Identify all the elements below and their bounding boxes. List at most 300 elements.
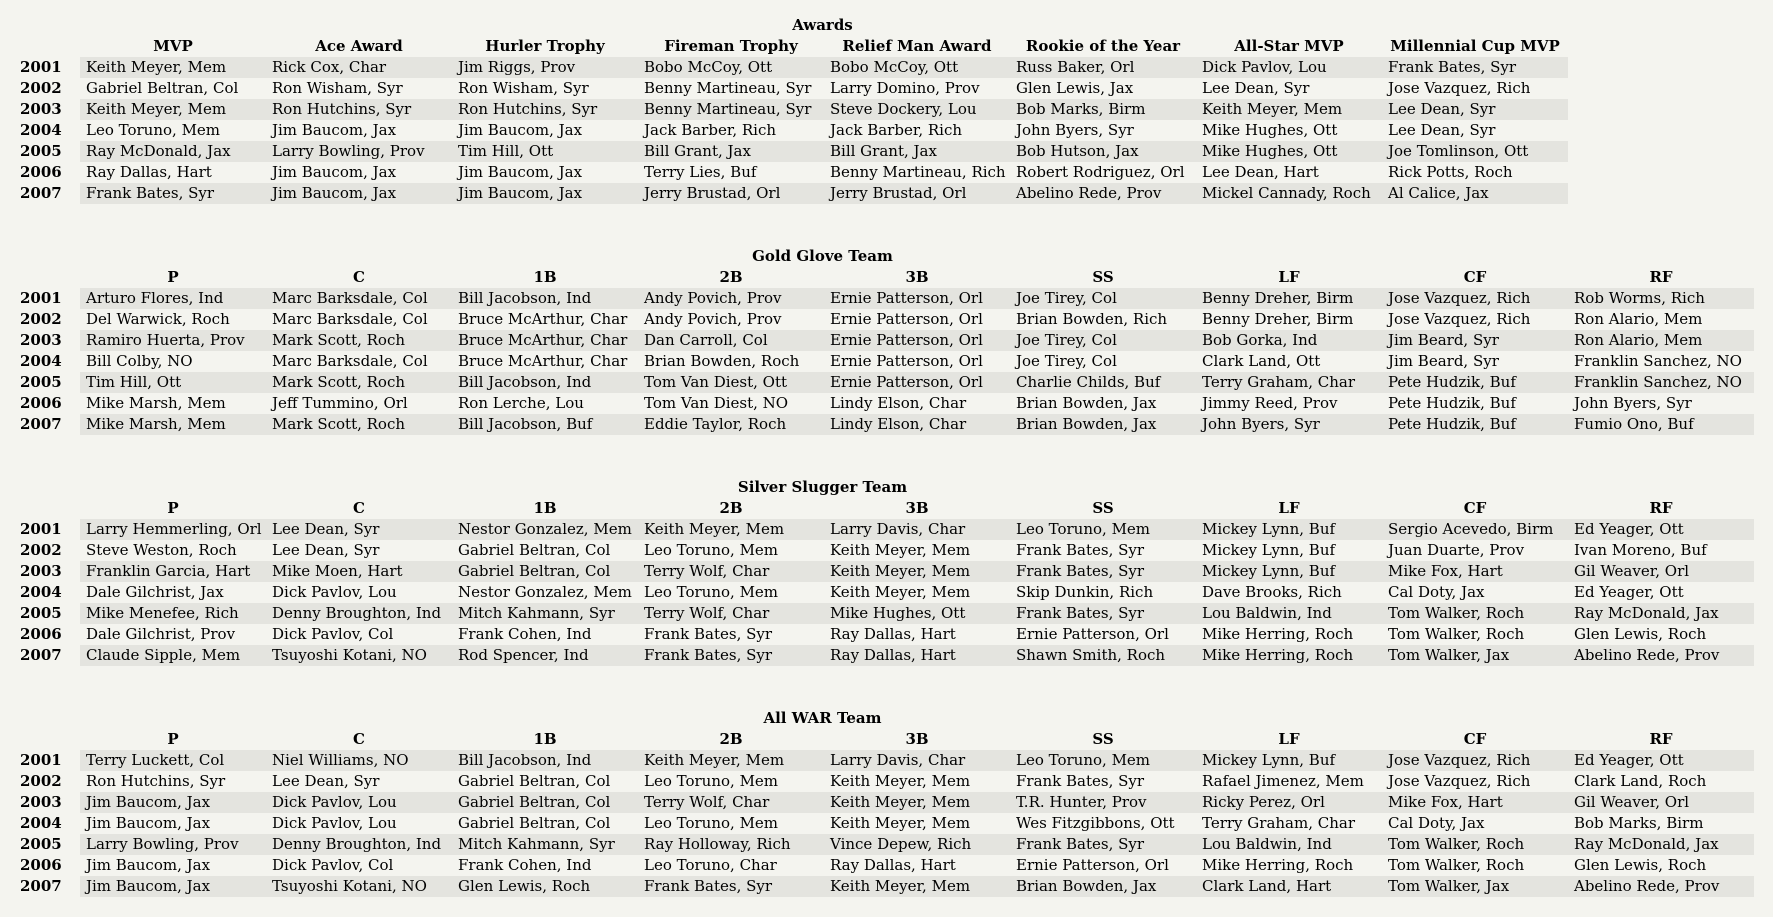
- table-cell: Mickey Lynn, Buf: [1196, 750, 1382, 771]
- table-cell: Mike Marsh, Mem: [86, 394, 226, 412]
- table-cell: Cal Doty, Jax: [1388, 583, 1485, 601]
- table-cell: Bob Gorka, Ind: [1196, 330, 1382, 351]
- column-header: RF: [1649, 499, 1673, 517]
- table-cell: Jim Baucom, Jax: [272, 121, 397, 139]
- table-cell: Brian Bowden, Rich: [1016, 310, 1168, 328]
- table-cell: Jose Vazquez, Rich: [1388, 772, 1531, 790]
- table-cell: Leo Toruno, Mem: [1010, 519, 1196, 540]
- column-header: CF: [1463, 268, 1487, 286]
- table-cell: Keith Meyer, Mem: [830, 541, 971, 559]
- table-cell: Abelino Rede, Prov: [1010, 183, 1196, 204]
- table-cell: Ray Dallas, Hart: [86, 163, 212, 181]
- table-cell: Franklin Sanchez, NO: [1574, 352, 1742, 370]
- table-cell: Leo Toruno, Mem: [644, 541, 779, 559]
- table-cell: Keith Meyer, Mem: [1196, 99, 1382, 120]
- table-cell: Arturo Flores, Ind: [80, 288, 266, 309]
- table-cell: Jose Vazquez, Rich: [1388, 310, 1531, 328]
- table-cell: Jimmy Reed, Prov: [1202, 394, 1338, 412]
- table-row: [0, 351, 1773, 372]
- table-cell: Glen Lewis, Jax: [1016, 79, 1134, 97]
- table-cell: Keith Meyer, Mem: [824, 876, 1010, 897]
- year-label: 2002: [20, 310, 62, 328]
- table-cell: Mike Hughes, Ott: [1196, 141, 1382, 162]
- table-cell: Bruce McArthur, Char: [458, 310, 628, 328]
- table-cell: Jeff Tummino, Orl: [272, 394, 408, 412]
- table-cell: Frank Cohen, Ind: [458, 856, 592, 874]
- table-cell: Jim Baucom, Jax: [86, 814, 211, 832]
- table-cell: Bill Jacobson, Buf: [452, 414, 638, 435]
- table-row: [0, 561, 1773, 582]
- table-cell: Marc Barksdale, Col: [272, 310, 428, 328]
- table-cell: Ernie Patterson, Orl: [824, 372, 1010, 393]
- table-cell: Keith Meyer, Mem: [830, 583, 971, 601]
- table-cell: Jose Vazquez, Rich: [1382, 750, 1568, 771]
- table-cell: Glen Lewis, Roch: [1574, 856, 1707, 874]
- table-cell: Larry Bowling, Prov: [80, 834, 266, 855]
- table-cell: Bill Grant, Jax: [824, 141, 1010, 162]
- table-cell: Pete Hudzik, Buf: [1382, 372, 1568, 393]
- table-row: [0, 624, 1773, 645]
- table-row: [0, 99, 1773, 120]
- table-cell: Bobo McCoy, Ott: [638, 57, 824, 78]
- table-cell: Cal Doty, Jax: [1388, 814, 1485, 832]
- table-cell: Rick Cox, Char: [266, 57, 452, 78]
- table-row: [0, 288, 1773, 309]
- table-cell: Brian Bowden, Jax: [1010, 876, 1196, 897]
- table-cell: Jose Vazquez, Rich: [1382, 288, 1568, 309]
- table-cell: Joe Tirey, Col: [1016, 352, 1117, 370]
- table-row: [0, 414, 1773, 435]
- table-cell: Bob Marks, Birm: [1574, 814, 1704, 832]
- table-row: [0, 309, 1773, 330]
- table-cell: Russ Baker, Orl: [1010, 57, 1196, 78]
- table-cell: Terry Wolf, Char: [638, 603, 824, 624]
- column-header: All-Star MVP: [1234, 37, 1344, 55]
- table-cell: Ron Wisham, Syr: [272, 79, 403, 97]
- table-cell: Frank Bates, Syr: [1016, 772, 1145, 790]
- table-cell: Leo Toruno, Mem: [644, 583, 779, 601]
- table-row: [0, 834, 1773, 855]
- column-header: P: [167, 730, 179, 748]
- table-cell: Larry Davis, Char: [824, 519, 1010, 540]
- table-cell: Gabriel Beltran, Col: [458, 772, 611, 790]
- year-label: 2006: [20, 856, 62, 874]
- table-cell: Leo Toruno, Mem: [644, 772, 779, 790]
- section-title: All WAR Team: [763, 709, 882, 727]
- column-header: SS: [1092, 499, 1114, 517]
- year-label: 2007: [20, 415, 62, 433]
- table-cell: Tim Hill, Ott: [80, 372, 266, 393]
- table-cell: Ron Hutchins, Syr: [452, 99, 638, 120]
- year-label: 2001: [20, 289, 62, 307]
- table-cell: Joe Tirey, Col: [1010, 288, 1196, 309]
- table-cell: Ricky Perez, Orl: [1196, 792, 1382, 813]
- table-cell: Jim Baucom, Jax: [266, 183, 452, 204]
- column-header: 2B: [719, 499, 743, 517]
- table-cell: Keith Meyer, Mem: [80, 57, 266, 78]
- table-cell: Andy Povich, Prov: [644, 310, 782, 328]
- table-row: [0, 603, 1773, 624]
- table-cell: Frank Bates, Syr: [644, 625, 773, 643]
- section-gold-glove-team: [0, 246, 1773, 435]
- table-cell: Marc Barksdale, Col: [266, 288, 452, 309]
- table-cell: Mike Fox, Hart: [1382, 792, 1568, 813]
- year-label: 2002: [20, 79, 62, 97]
- table-row: [0, 582, 1773, 603]
- table-cell: Skip Dunkin, Rich: [1016, 583, 1154, 601]
- section-title: Awards: [792, 16, 853, 34]
- table-row: [0, 519, 1773, 540]
- table-cell: Charlie Childs, Buf: [1010, 372, 1196, 393]
- table-cell: John Byers, Syr: [1574, 394, 1692, 412]
- table-cell: Joe Tomlinson, Ott: [1382, 141, 1568, 162]
- table-cell: Frank Cohen, Ind: [458, 625, 592, 643]
- table-cell: Mark Scott, Roch: [266, 372, 452, 393]
- table-cell: Ernie Patterson, Orl: [824, 330, 1010, 351]
- column-header: RF: [1649, 268, 1673, 286]
- table-cell: Lee Dean, Hart: [1202, 163, 1319, 181]
- table-cell: Lindy Elson, Char: [830, 394, 967, 412]
- year-label: 2001: [20, 520, 62, 538]
- table-cell: Denny Broughton, Ind: [266, 603, 452, 624]
- table-row: [0, 876, 1773, 897]
- table-cell: Frank Bates, Syr: [1016, 541, 1145, 559]
- table-cell: T.R. Hunter, Prov: [1010, 792, 1196, 813]
- table-cell: Al Calice, Jax: [1382, 183, 1568, 204]
- table-cell: Leo Toruno, Mem: [1010, 750, 1196, 771]
- table-cell: Jack Barber, Rich: [644, 121, 777, 139]
- year-label: 2006: [20, 625, 62, 643]
- table-cell: Tim Hill, Ott: [452, 141, 638, 162]
- year-label: 2006: [20, 163, 62, 181]
- table-cell: Nestor Gonzalez, Mem: [458, 583, 632, 601]
- column-header: C: [353, 730, 365, 748]
- table-cell: Gabriel Beltran, Col: [458, 541, 611, 559]
- table-cell: Denny Broughton, Ind: [266, 834, 452, 855]
- year-label: 2007: [20, 646, 62, 664]
- table-cell: Gil Weaver, Orl: [1568, 561, 1754, 582]
- table-cell: John Byers, Syr: [1016, 121, 1134, 139]
- table-cell: Robert Rodriguez, Orl: [1016, 163, 1185, 181]
- table-cell: Mike Moen, Hart: [266, 561, 452, 582]
- table-cell: Rob Worms, Rich: [1568, 288, 1754, 309]
- table-cell: Clark Land, Hart: [1196, 876, 1382, 897]
- table-cell: Mike Marsh, Mem: [80, 414, 266, 435]
- table-cell: Frank Bates, Syr: [1010, 834, 1196, 855]
- table-cell: Sergio Acevedo, Birm: [1382, 519, 1568, 540]
- table-cell: Lee Dean, Syr: [1202, 79, 1310, 97]
- table-cell: Ron Lerche, Lou: [458, 394, 584, 412]
- table-cell: Lee Dean, Syr: [266, 519, 452, 540]
- table-cell: Ernie Patterson, Orl: [830, 352, 983, 370]
- table-cell: Jim Baucom, Jax: [80, 876, 266, 897]
- table-cell: Bill Grant, Jax: [638, 141, 824, 162]
- column-header: RF: [1649, 730, 1673, 748]
- table-cell: Frank Bates, Syr: [1010, 561, 1196, 582]
- column-header: Relief Man Award: [842, 37, 992, 55]
- table-cell: Jim Beard, Syr: [1388, 352, 1499, 370]
- table-cell: Leo Toruno, Char: [644, 856, 777, 874]
- column-header: Fireman Trophy: [664, 37, 798, 55]
- table-cell: Jim Baucom, Jax: [458, 121, 583, 139]
- table-cell: Benny Martineau, Rich: [830, 163, 1006, 181]
- section-silver-slugger-team: [0, 477, 1773, 666]
- table-cell: Dale Gilchrist, Prov: [86, 625, 236, 643]
- table-cell: Bob Hutson, Jax: [1010, 141, 1196, 162]
- table-cell: Benny Dreher, Birm: [1202, 310, 1354, 328]
- table-cell: Frank Bates, Syr: [638, 876, 824, 897]
- table-cell: Glen Lewis, Roch: [1574, 625, 1707, 643]
- table-cell: Frank Bates, Syr: [638, 645, 824, 666]
- table-cell: Mitch Kahmann, Syr: [452, 834, 638, 855]
- column-header: C: [353, 499, 365, 517]
- table-cell: Ron Alario, Mem: [1568, 330, 1754, 351]
- table-cell: Jim Baucom, Jax: [80, 792, 266, 813]
- year-label: 2003: [20, 562, 62, 580]
- table-cell: Rafael Jimenez, Mem: [1202, 772, 1364, 790]
- table-cell: Gabriel Beltran, Col: [86, 79, 239, 97]
- table-cell: Mark Scott, Roch: [266, 330, 452, 351]
- table-cell: Dick Pavlov, Lou: [272, 814, 397, 832]
- header-row: [0, 498, 1773, 519]
- table-cell: Del Warwick, Roch: [86, 310, 230, 328]
- table-cell: Larry Davis, Char: [824, 750, 1010, 771]
- table-cell: Dave Brooks, Rich: [1202, 583, 1342, 601]
- table-cell: Mike Herring, Roch: [1196, 645, 1382, 666]
- table-cell: Terry Graham, Char: [1196, 372, 1382, 393]
- table-cell: Bobo McCoy, Ott: [824, 57, 1010, 78]
- table-cell: Dick Pavlov, Col: [272, 856, 394, 874]
- table-cell: Mickey Lynn, Buf: [1202, 541, 1336, 559]
- table-cell: Larry Bowling, Prov: [266, 141, 452, 162]
- table-row: [0, 78, 1773, 99]
- table-row: [0, 645, 1773, 666]
- table-cell: Clark Land, Roch: [1574, 772, 1707, 790]
- year-label: 2005: [20, 835, 62, 853]
- table-cell: Ed Yeager, Ott: [1568, 519, 1754, 540]
- table-cell: Mike Herring, Roch: [1202, 625, 1354, 643]
- year-label: 2007: [20, 184, 62, 202]
- table-cell: Frank Bates, Syr: [1010, 603, 1196, 624]
- table-cell: Benny Dreher, Birm: [1196, 288, 1382, 309]
- table-cell: Ernie Patterson, Orl: [830, 310, 983, 328]
- year-label: 2007: [20, 877, 62, 895]
- table-cell: Jim Baucom, Jax: [272, 163, 397, 181]
- section-awards: [0, 15, 1773, 204]
- table-cell: Dale Gilchrist, Jax: [86, 583, 224, 601]
- table-cell: Abelino Rede, Prov: [1568, 645, 1754, 666]
- table-cell: Mike Menefee, Rich: [80, 603, 266, 624]
- table-cell: Jerry Brustad, Orl: [638, 183, 824, 204]
- column-header: CF: [1463, 730, 1487, 748]
- table-cell: Dick Pavlov, Lou: [1196, 57, 1382, 78]
- table-cell: Tom Van Diest, Ott: [638, 372, 824, 393]
- table-cell: Tom Walker, Roch: [1382, 834, 1568, 855]
- table-cell: Nestor Gonzalez, Mem: [452, 519, 638, 540]
- column-header: CF: [1463, 499, 1487, 517]
- table-cell: Ramiro Huerta, Prov: [80, 330, 266, 351]
- table-cell: Ron Hutchins, Syr: [86, 772, 226, 790]
- table-cell: Frank Bates, Syr: [80, 183, 266, 204]
- table-cell: Jerry Brustad, Orl: [824, 183, 1010, 204]
- table-cell: Ray McDonald, Jax: [1568, 834, 1754, 855]
- table-row: [0, 750, 1773, 771]
- section-all-war-team: [0, 708, 1773, 897]
- table-cell: Lee Dean, Syr: [1388, 121, 1496, 139]
- table-cell: Bill Jacobson, Ind: [452, 372, 638, 393]
- table-cell: Keith Meyer, Mem: [638, 519, 824, 540]
- column-header: SS: [1092, 730, 1114, 748]
- table-cell: Jose Vazquez, Rich: [1388, 79, 1531, 97]
- table-cell: Niel Williams, NO: [266, 750, 452, 771]
- year-label: 2003: [20, 331, 62, 349]
- table-cell: Keith Meyer, Mem: [830, 814, 971, 832]
- table-cell: Terry Wolf, Char: [638, 792, 824, 813]
- table-cell: Keith Meyer, Mem: [824, 561, 1010, 582]
- year-label: 2004: [20, 121, 62, 139]
- table-cell: Gil Weaver, Orl: [1568, 792, 1754, 813]
- table-cell: Tom Walker, Jax: [1382, 645, 1568, 666]
- table-row: [0, 57, 1773, 78]
- table-cell: Jim Baucom, Jax: [86, 856, 211, 874]
- table-cell: Jim Riggs, Prov: [452, 57, 638, 78]
- table-cell: Brian Bowden, Roch: [644, 352, 800, 370]
- table-cell: Glen Lewis, Roch: [452, 876, 638, 897]
- year-label: 2005: [20, 142, 62, 160]
- table-cell: Rod Spencer, Ind: [452, 645, 638, 666]
- table-cell: Tom Walker, Roch: [1382, 603, 1568, 624]
- table-cell: John Byers, Syr: [1196, 414, 1382, 435]
- table-cell: Bruce McArthur, Char: [452, 330, 638, 351]
- year-label: 2004: [20, 352, 62, 370]
- year-label: 2001: [20, 58, 62, 76]
- table-cell: Jim Baucom, Jax: [452, 183, 638, 204]
- table-cell: Ray Dallas, Hart: [830, 856, 956, 874]
- year-label: 2003: [20, 793, 62, 811]
- year-label: 2002: [20, 772, 62, 790]
- table-cell: Mike Herring, Roch: [1202, 856, 1354, 874]
- table-cell: Wes Fitzgibbons, Ott: [1016, 814, 1175, 832]
- table-cell: Keith Meyer, Mem: [824, 792, 1010, 813]
- table-cell: Bob Marks, Birm: [1010, 99, 1196, 120]
- table-cell: Ray Dallas, Hart: [824, 645, 1010, 666]
- table-cell: Frank Bates, Syr: [1382, 57, 1568, 78]
- table-row: [0, 393, 1773, 414]
- table-row: [0, 813, 1773, 834]
- table-cell: Lee Dean, Syr: [1382, 99, 1568, 120]
- table-cell: Abelino Rede, Prov: [1568, 876, 1754, 897]
- column-header: C: [353, 268, 365, 286]
- table-cell: Jim Baucom, Jax: [458, 163, 583, 181]
- header-row: [0, 267, 1773, 288]
- table-cell: Lou Baldwin, Ind: [1196, 603, 1382, 624]
- table-cell: Mike Hughes, Ott: [1202, 121, 1338, 139]
- table-cell: Keith Meyer, Mem: [638, 750, 824, 771]
- table-cell: Mike Fox, Hart: [1382, 561, 1568, 582]
- table-cell: Rick Potts, Roch: [1388, 163, 1513, 181]
- column-header: Ace Award: [315, 37, 403, 55]
- table-cell: Mickey Lynn, Buf: [1196, 561, 1382, 582]
- table-cell: Terry Luckett, Col: [80, 750, 266, 771]
- table-cell: Pete Hudzik, Buf: [1382, 414, 1568, 435]
- table-cell: Brian Bowden, Jax: [1010, 414, 1196, 435]
- table-cell: Benny Martineau, Syr: [644, 79, 812, 97]
- year-label: 2005: [20, 604, 62, 622]
- column-header: 3B: [905, 730, 929, 748]
- table-cell: Ron Alario, Mem: [1574, 310, 1703, 328]
- table-cell: Juan Duarte, Prov: [1388, 541, 1525, 559]
- year-label: 2001: [20, 751, 62, 769]
- table-cell: Tom Walker, Roch: [1388, 856, 1525, 874]
- table-cell: Vince Depew, Rich: [824, 834, 1010, 855]
- column-header: Rookie of the Year: [1025, 37, 1181, 55]
- column-header: Hurler Trophy: [485, 37, 605, 55]
- column-header: P: [167, 268, 179, 286]
- table-cell: Terry Wolf, Char: [638, 561, 824, 582]
- table-cell: Tsuyoshi Kotani, NO: [266, 876, 452, 897]
- table-cell: Ron Wisham, Syr: [458, 79, 589, 97]
- column-header: 1B: [533, 499, 557, 517]
- table-row: [0, 330, 1773, 351]
- table-cell: Dick Pavlov, Lou: [266, 792, 452, 813]
- table-cell: Mark Scott, Roch: [266, 414, 452, 435]
- table-cell: Andy Povich, Prov: [638, 288, 824, 309]
- table-cell: Ivan Moreno, Buf: [1574, 541, 1707, 559]
- header-row: [0, 36, 1773, 57]
- table-cell: Bill Jacobson, Ind: [452, 750, 638, 771]
- column-header: 3B: [905, 268, 929, 286]
- table-cell: Tom Van Diest, NO: [644, 394, 789, 412]
- column-header: Millennial Cup MVP: [1390, 37, 1560, 55]
- table-row: [0, 141, 1773, 162]
- column-header: 2B: [719, 730, 743, 748]
- table-cell: Bill Colby, NO: [86, 352, 193, 370]
- table-row: [0, 855, 1773, 876]
- table-cell: Shawn Smith, Roch: [1010, 645, 1196, 666]
- table-cell: Dan Carroll, Col: [638, 330, 824, 351]
- table-row: [0, 771, 1773, 792]
- table-cell: Jim Beard, Syr: [1382, 330, 1568, 351]
- table-cell: Tsuyoshi Kotani, NO: [266, 645, 452, 666]
- year-label: 2003: [20, 100, 62, 118]
- column-header: P: [167, 499, 179, 517]
- column-header: LF: [1278, 499, 1300, 517]
- table-cell: Lee Dean, Syr: [272, 541, 380, 559]
- table-cell: Lee Dean, Syr: [272, 772, 380, 790]
- table-cell: Dick Pavlov, Lou: [272, 583, 397, 601]
- table-cell: Joe Tirey, Col: [1010, 330, 1196, 351]
- column-header: 1B: [533, 268, 557, 286]
- column-header: LF: [1278, 730, 1300, 748]
- table-cell: Ray Holloway, Rich: [638, 834, 824, 855]
- table-cell: Gabriel Beltran, Col: [452, 561, 638, 582]
- table-cell: Jack Barber, Rich: [830, 121, 963, 139]
- table-cell: Keith Meyer, Mem: [80, 99, 266, 120]
- table-cell: Eddie Taylor, Roch: [638, 414, 824, 435]
- table-cell: Ron Hutchins, Syr: [266, 99, 452, 120]
- table-cell: Ray McDonald, Jax: [80, 141, 266, 162]
- year-label: 2005: [20, 373, 62, 391]
- year-label: 2004: [20, 814, 62, 832]
- table-cell: Franklin Sanchez, NO: [1568, 372, 1754, 393]
- column-header: 1B: [533, 730, 557, 748]
- year-label: 2004: [20, 583, 62, 601]
- table-cell: Terry Graham, Char: [1202, 814, 1356, 832]
- table-cell: Lou Baldwin, Ind: [1196, 834, 1382, 855]
- table-row: [0, 120, 1773, 141]
- table-cell: Larry Domino, Prov: [830, 79, 980, 97]
- table-cell: Tom Walker, Roch: [1388, 625, 1525, 643]
